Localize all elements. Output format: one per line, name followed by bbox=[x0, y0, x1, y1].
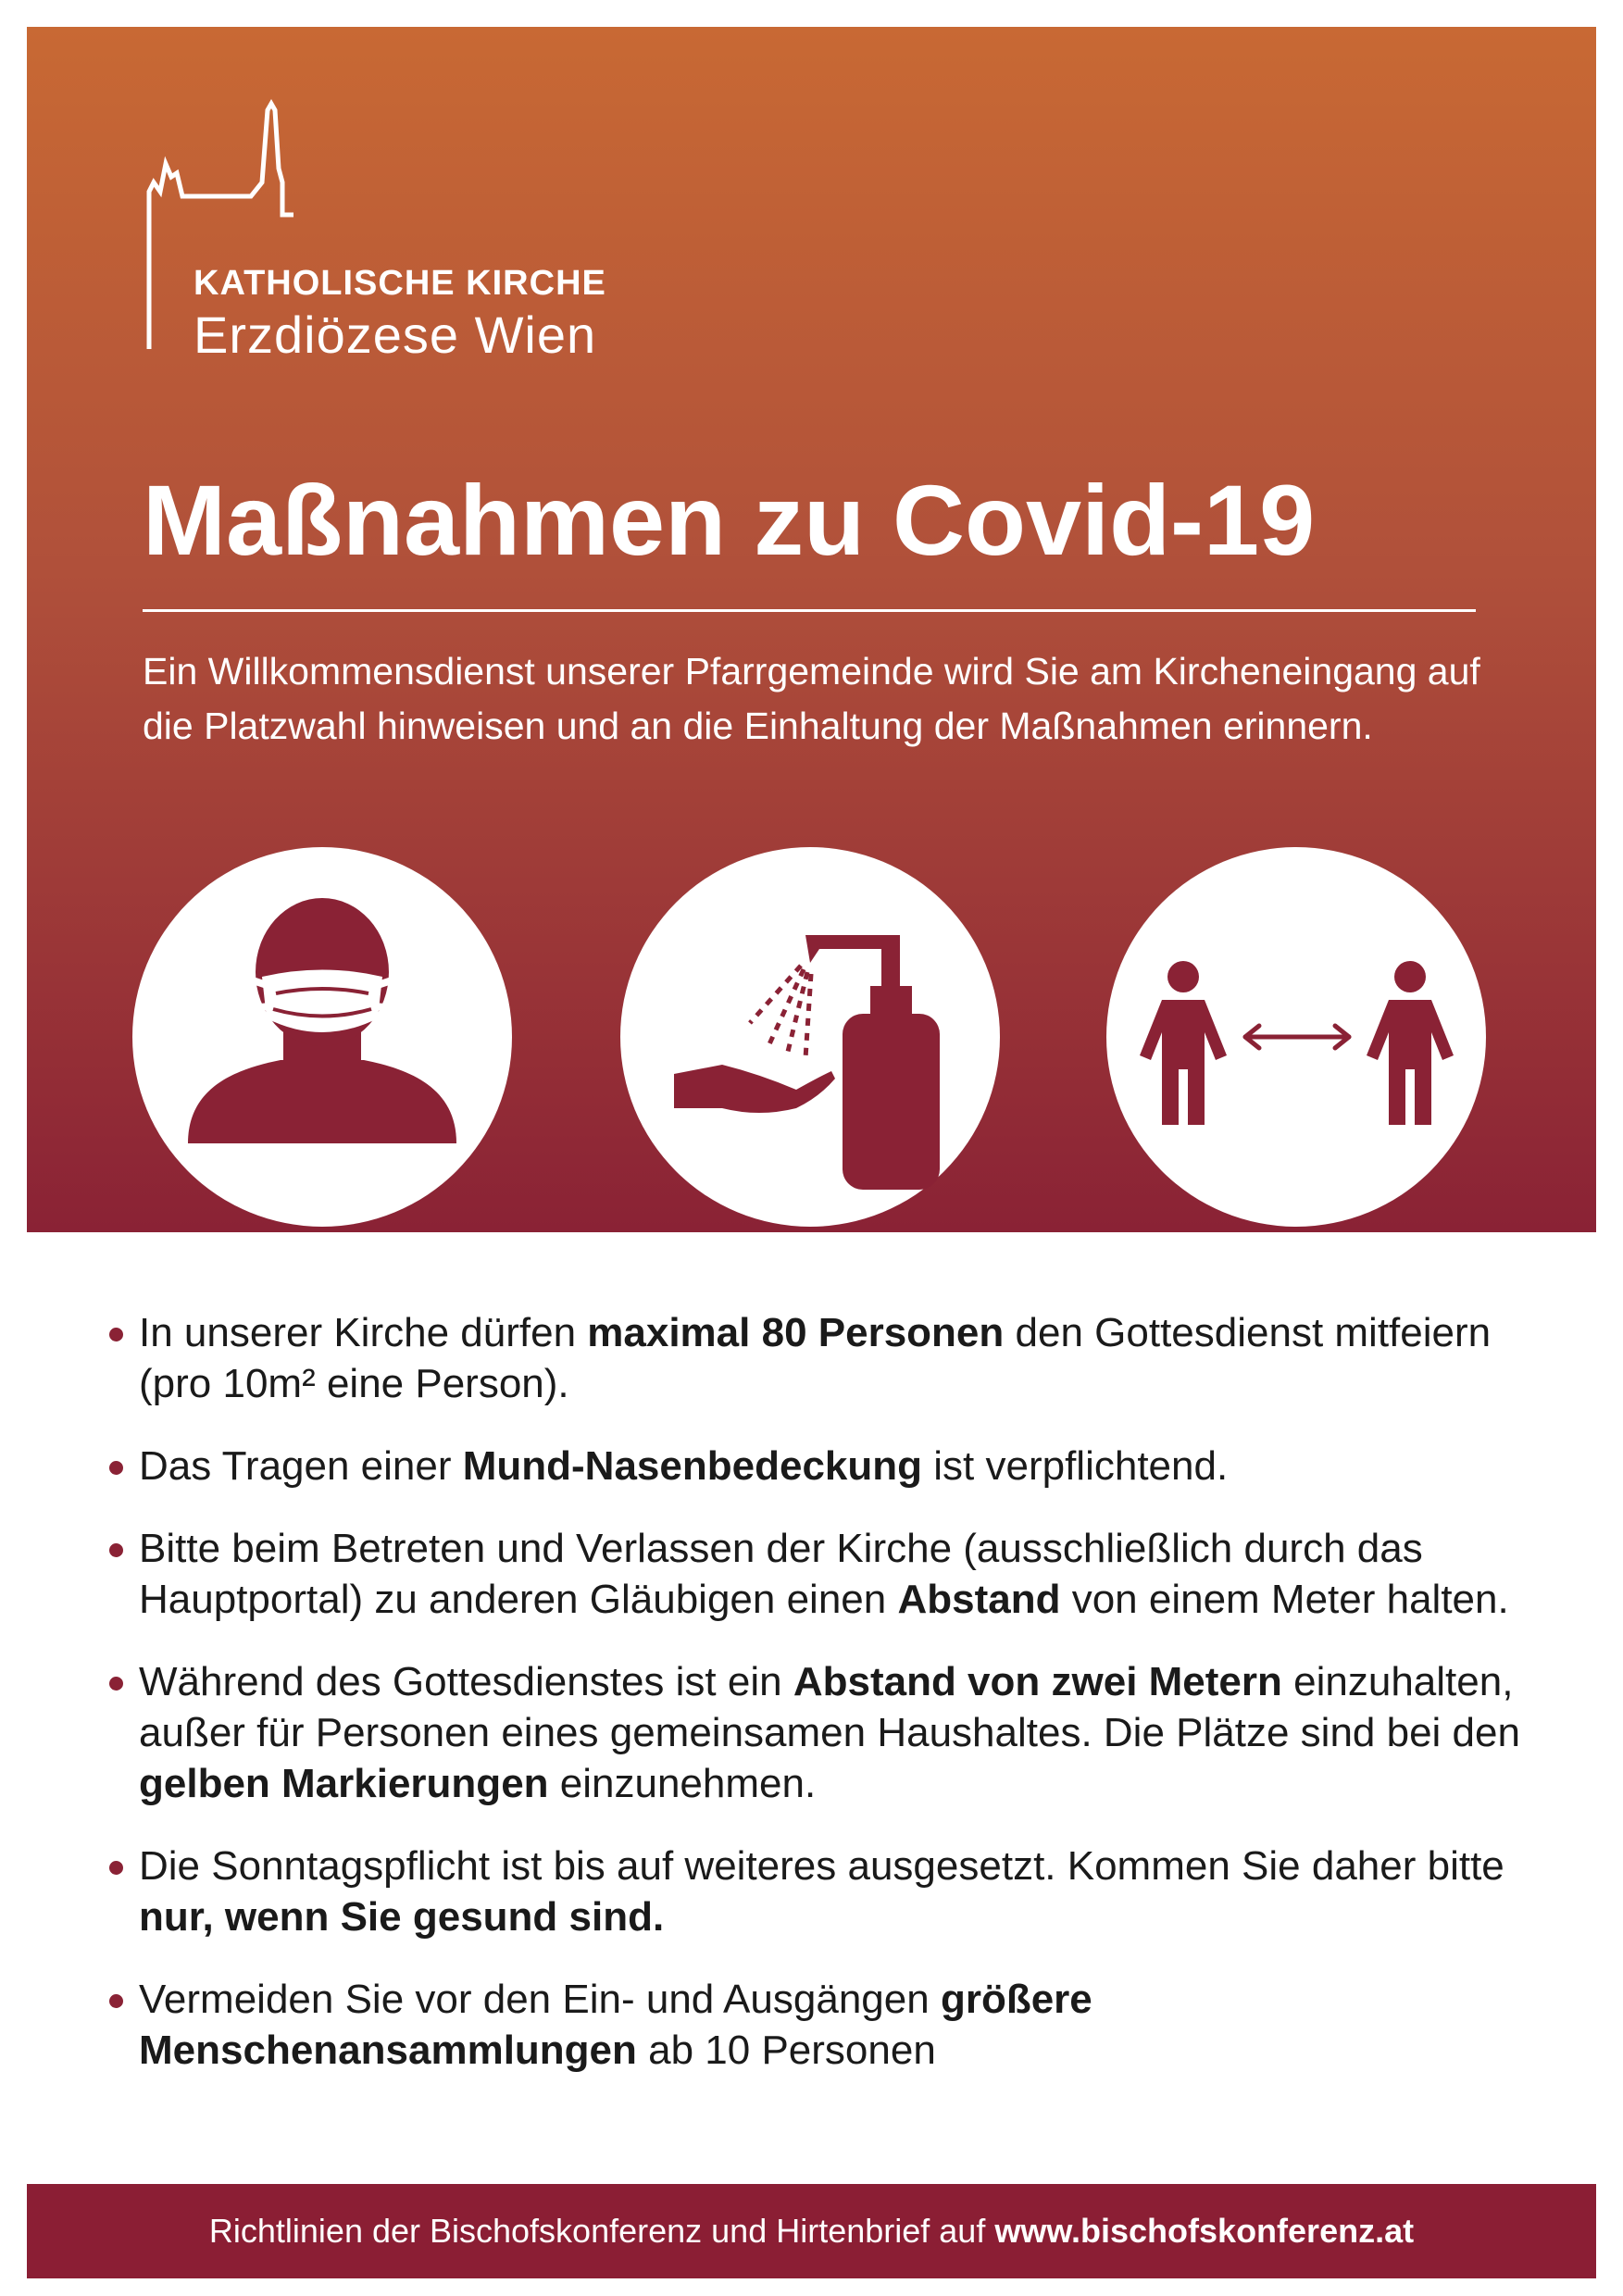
face-mask-icon bbox=[132, 847, 512, 1227]
list-item: Vermeiden Sie vor den Ein- und Ausgängen größere Menschenansammlungen ab 10 Personen bbox=[109, 1974, 1554, 2076]
social-distance-icon bbox=[1106, 847, 1486, 1227]
header-banner bbox=[27, 27, 1596, 1232]
bullet-icon bbox=[109, 1543, 123, 1557]
footer-link[interactable]: www.bischofskonferenz.at bbox=[994, 2212, 1415, 2250]
bullet-icon bbox=[109, 1461, 123, 1475]
sanitizer-circle bbox=[620, 847, 1000, 1227]
bullet-icon bbox=[109, 1861, 123, 1875]
bullet-icon bbox=[109, 1328, 123, 1341]
distance-circle bbox=[1106, 847, 1486, 1227]
footer-bar bbox=[27, 2184, 1596, 2278]
bullet-icon bbox=[109, 1677, 123, 1691]
title-divider bbox=[143, 609, 1476, 612]
logo-line-1: KATHOLISCHE KIRCHE bbox=[194, 264, 606, 303]
list-item: In unserer Kirche dürfen maximal 80 Personen den Gottesdienst mitfeiern (pro 10m² eine Person). bbox=[109, 1307, 1554, 1409]
list-item: Die Sonntagspflicht ist bis auf weiteres ausgesetzt. Kommen Sie daher bitte nur, wenn Sie gesund sind. bbox=[109, 1841, 1554, 1942]
list-item: Bitte beim Betreten und Verlassen der Kirche (ausschließlich durch das Hauptportal) zu anderen Gläubigen einen Abstand von einem Meter halten. bbox=[109, 1523, 1554, 1625]
hand-sanitizer-icon bbox=[620, 847, 1000, 1227]
logo-line-2: Erzdiözese Wien bbox=[194, 306, 597, 364]
footer-text: Richtlinien der Bischofskonferenz und Hirtenbrief auf www.bischofskonferenz.at bbox=[208, 2212, 1415, 2250]
list-item: Das Tragen einer Mund-Nasenbedeckung ist verpflichtend. bbox=[109, 1441, 1554, 1491]
measures-list bbox=[109, 1307, 1554, 2107]
page-title: Maßnahmen zu Covid-19 bbox=[143, 464, 1316, 576]
bullet-icon bbox=[109, 1994, 123, 2008]
mask-circle bbox=[132, 847, 512, 1227]
list-item: Während des Gottesdienstes ist ein Abstand von zwei Metern einzuhalten, außer für Personen eines gemeinsamen Haushaltes. Die Plätze sind bei den gelben Markierungen einzunehmen. bbox=[109, 1656, 1554, 1809]
logo bbox=[112, 81, 630, 364]
intro-text: Ein Willkommensdienst unserer Pfarrgemeinde wird Sie am Kircheneingang auf die Platzwahl hinweisen und an die Einhaltung der Maßnahmen erinnern. bbox=[143, 650, 1480, 747]
